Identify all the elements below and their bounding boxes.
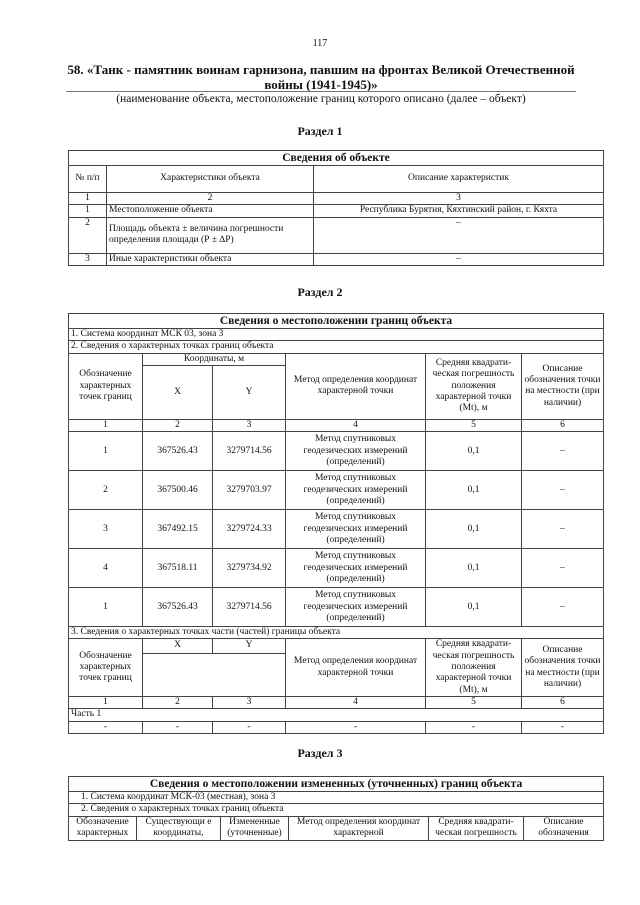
point-description: –	[522, 510, 604, 549]
section3-heading: Раздел 3	[297, 746, 343, 760]
point-y: 3279724.33	[213, 510, 286, 549]
point-x: 367518.11	[143, 549, 213, 588]
table-row	[69, 721, 604, 733]
col-index: 3	[314, 193, 604, 205]
col-number-header: № п/п	[69, 166, 107, 193]
col-index: 5	[426, 419, 522, 431]
point-designation-header: Обозначение характерных точек границ	[69, 639, 143, 696]
point-id: 1	[69, 432, 143, 471]
changed-coords-header: Измененные (уточненные)	[221, 816, 289, 840]
part-points-subheading: 3. Сведения о характерных точках части (частей) границы объекта	[69, 627, 604, 639]
point-method: Метод спутниковых геодезических измерений (определений)	[286, 588, 426, 627]
point-error: 0,1	[426, 549, 522, 588]
section2-table-title: Сведения о местоположении границ объекта	[69, 314, 604, 329]
point-y: 3279714.56	[213, 432, 286, 471]
point-error: 0,1	[426, 510, 522, 549]
row-description: –	[314, 217, 604, 253]
table-row	[69, 510, 604, 549]
y-header: Y	[213, 365, 286, 419]
y-header: Y	[213, 639, 286, 653]
point-method: Метод спутниковых геодезических измерений (определений)	[286, 471, 426, 510]
section1-table-title: Сведения об объекте	[69, 151, 604, 166]
dash-cell: -	[69, 721, 143, 733]
page-number: 117	[312, 38, 328, 49]
error-header: Средняя квадрати-ческая погрешность положения характерной точки (Мt), м	[426, 353, 522, 419]
row-characteristic: Иные характеристики объекта	[107, 253, 314, 265]
point-description: –	[522, 471, 604, 510]
col-index: 2	[143, 419, 213, 431]
row-number: 3	[69, 253, 107, 265]
point-x: 367526.43	[143, 588, 213, 627]
row-number: 2	[69, 217, 107, 253]
description-header: Описание обозначения	[524, 816, 604, 840]
point-method: Метод спутниковых геодезических измерений (определений)	[286, 510, 426, 549]
boundary-points-table	[68, 313, 604, 734]
point-description: –	[522, 549, 604, 588]
table-row	[69, 253, 604, 265]
dash-cell: -	[213, 721, 286, 733]
dash-cell: -	[143, 721, 213, 733]
col-index: 6	[522, 696, 604, 708]
col-index: 6	[522, 419, 604, 431]
col-index: 4	[286, 419, 426, 431]
point-id: 4	[69, 549, 143, 588]
points-subheading: 2. Сведения о характерных точках границ объекта	[69, 341, 604, 353]
table-row	[69, 217, 604, 253]
point-x: 367500.46	[143, 471, 213, 510]
coordinate-system: 1. Система координат МСК-03 (местная), зона 3	[69, 792, 604, 804]
row-description: –	[314, 253, 604, 265]
point-description: –	[522, 588, 604, 627]
point-method: Метод спутниковых геодезических измерений (определений)	[286, 549, 426, 588]
point-y: 3279703.97	[213, 471, 286, 510]
table-row	[69, 549, 604, 588]
col-description-header: Описание характеристик	[314, 166, 604, 193]
existing-coords-header: Существующи е координаты,	[137, 816, 221, 840]
point-x: 367492.15	[143, 510, 213, 549]
table-row	[69, 205, 604, 217]
col-index: 4	[286, 696, 426, 708]
point-y: 3279734.92	[213, 549, 286, 588]
object-subtitle: (наименование объекта, местоположение границ которого описано (далее – объект)	[116, 93, 526, 105]
point-error: 0,1	[426, 588, 522, 627]
coordinate-system: 1. Система координат МСК 03, зона 3	[69, 329, 604, 341]
method-header: Метод определения координат характерной точки	[286, 639, 426, 696]
point-id: 3	[69, 510, 143, 549]
point-error: 0,1	[426, 432, 522, 471]
object-info-table	[68, 150, 604, 266]
section2-heading: Раздел 2	[297, 285, 343, 299]
part-label: Часть 1	[69, 709, 604, 721]
col-index: 1	[69, 696, 143, 708]
dash-cell: -	[286, 721, 426, 733]
x-header: X	[143, 365, 213, 419]
row-characteristic: Площадь объекта ± величина погрешности определения площади (Р ± ∆Р)	[107, 217, 314, 253]
col-index: 3	[213, 696, 286, 708]
point-id: 1	[69, 588, 143, 627]
table-row	[69, 588, 604, 627]
col-index: 1	[69, 419, 143, 431]
point-y: 3279714.56	[213, 588, 286, 627]
row-characteristic: Местоположение объекта	[107, 205, 314, 217]
col-index: 3	[213, 419, 286, 431]
row-description: Республика Бурятия, Кяхтинский район, г. Кяхта	[314, 205, 604, 217]
coordinates-header: Координаты, м	[143, 353, 286, 365]
dash-cell: -	[522, 721, 604, 733]
col-index: 2	[107, 193, 314, 205]
point-method: Метод спутниковых геодезических измерений (определений)	[286, 432, 426, 471]
title-underline	[66, 91, 576, 92]
point-designation-header: Обозначение характерных точек границ	[69, 353, 143, 419]
table-row	[69, 432, 604, 471]
point-description: –	[522, 432, 604, 471]
section3-table-title: Сведения о местоположении измененных (уточненных) границ объекта	[69, 777, 604, 792]
description-header: Описание обозначения точки на местности (при наличии)	[522, 353, 604, 419]
col-index: 2	[143, 696, 213, 708]
point-error: 0,1	[426, 471, 522, 510]
designation-header: Обозначение характерных	[69, 816, 137, 840]
table-row	[69, 471, 604, 510]
description-header: Описание обозначения точки на местности (при наличии)	[522, 639, 604, 696]
error-header: Средняя квадрати-ческая погрешность	[429, 816, 524, 840]
changed-boundaries-table	[68, 776, 604, 841]
x-header: X	[143, 639, 213, 653]
points-subheading: 2. Сведения о характерных точках границ объекта	[69, 804, 604, 816]
section1-heading: Раздел 1	[297, 124, 343, 138]
method-header: Метод определения координат характерной точки	[286, 353, 426, 419]
row-number: 1	[69, 205, 107, 217]
col-index: 5	[426, 696, 522, 708]
col-characteristics-header: Характеристики объекта	[107, 166, 314, 193]
object-title: 58. «Танк - памятник воинам гарнизона, павшим на фронтах Великой Отечественной войны (1941-1945)»	[67, 62, 575, 92]
coordinates-merged-cell	[143, 653, 286, 696]
dash-cell: -	[426, 721, 522, 733]
col-index: 1	[69, 193, 107, 205]
error-header: Средняя квадрати-ческая погрешность положения характерной точки (Мt), м	[426, 639, 522, 696]
point-id: 2	[69, 471, 143, 510]
method-header: Метод определения координат характерной	[289, 816, 429, 840]
point-x: 367526.43	[143, 432, 213, 471]
